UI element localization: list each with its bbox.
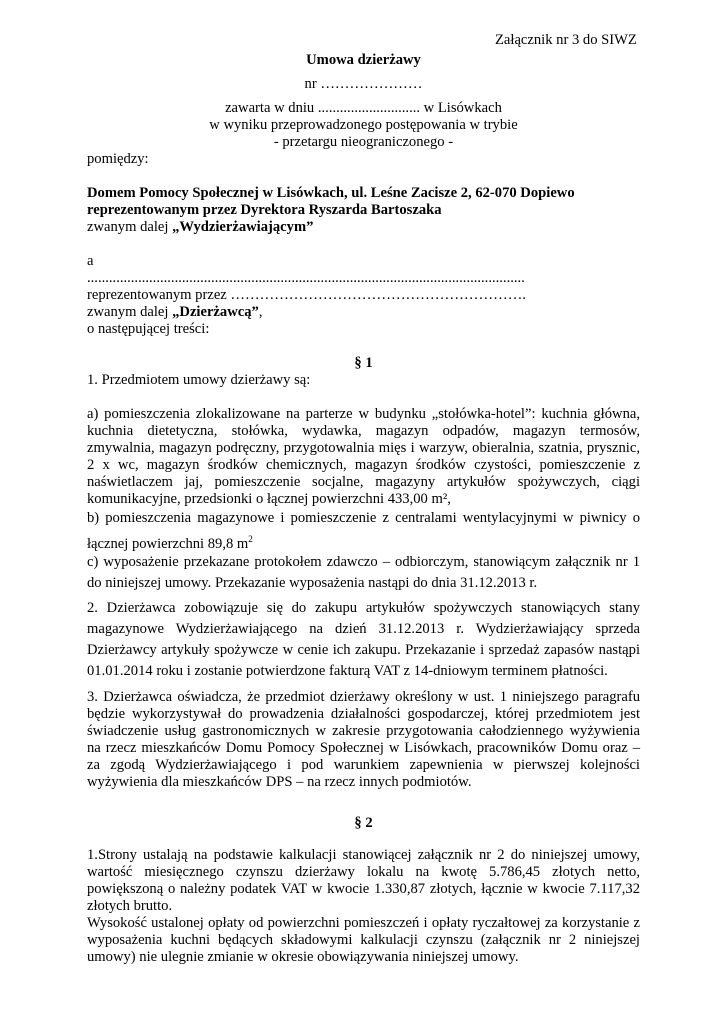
item-c-line: do niniejszej umowy. Przekazanie wyposażenia nastąpi do dnia 31.12.2013 r. (87, 575, 538, 591)
item-a-line: naświetlaczem jaj, pomieszczenie socjalne, magazyny artykułów spożywczych, ciągi (87, 474, 640, 490)
procedure-line-1: w wyniku przeprowadzonego postępowania w trybie (209, 117, 518, 133)
section-1-point-1: 1. Przedmiotem umowy dzierżawy są: (87, 372, 311, 388)
section-2-heading: § 2 (354, 815, 373, 831)
point-2-line: 2. Dzierżawca zobowiązuje się do zakupu artykułów spożywczych stanowiących stany (87, 600, 640, 616)
content-label: o następującej treści: (87, 321, 210, 337)
item-b-line-2 (87, 529, 640, 555)
lessor-line-1: Domem Pomocy Społecznej w Lisówkach, ul. Leśne Zacisze 2, 62-070 Dopiewo (87, 185, 575, 201)
point-3-line: za zgodą Wydzierżawiającego i pod warunkiem zapewnienia w pierwszej kolejności (87, 757, 640, 773)
point-3-line: wyżywienia dla mieszkańców DPS – na rzecz innych podmiotów. (87, 774, 472, 790)
point-3-line: będzie wykorzystywał do prowadzenia działalności gospodarczej, której przedmiotem jest (87, 706, 640, 722)
s2-point-2-line: Wysokość ustalonej opłaty od powierzchni pomieszczeń i opłaty ryczałtowej za korzystanie z (87, 915, 640, 931)
s2-point-1-line: złotych brutto. (87, 898, 173, 914)
s2-point-1-line: wartość miesięcznego czynszu dzierżawy lokalu na kwotę 5.786,45 złotych netto, (87, 864, 640, 880)
item-a-line: kuchnia dietetyczna, stołówka, wydawka, magazyn odpadów, magazyn termosów, (87, 423, 640, 439)
item-a-line: 2 x wc, magazyn środków chemicznych, magazyn środków czystości, pomieszczenie z (87, 457, 640, 473)
section-1-item-c (87, 552, 640, 594)
attachment-label: Załącznik nr 3 do SIWZ (495, 32, 637, 48)
item-a-line: a) pomieszczenia zlokalizowane na parterze w budynku „stołówka-hotel”: kuchnia główna, (87, 406, 640, 422)
section-1-item-b (87, 508, 640, 555)
item-a-line: zmywalnia, magazyn podręczny, przygotowalnia mięs i warzyw, obieralnia, szatnia, prysznic, (87, 440, 640, 456)
point-3-line: na rzecz mieszkańców Domu Pomocy Społecznej w Lisówkach, pracowników Domu oraz – (87, 740, 640, 756)
lessor-called-name: „Wydzierżawiającym” (172, 219, 314, 235)
lessor-called (87, 219, 313, 236)
lessee-called-suffix: , (258, 304, 263, 320)
lessee-dots: ........................................................................................................................ (87, 270, 525, 286)
section-2-point-1 (87, 847, 640, 915)
concluded-line: zawarta w dniu ............................ w Lisówkach (225, 100, 502, 116)
item-b-line: b) pomieszczenia magazynowe i pomieszczenie z centralami wentylacyjnymi w piwnicy o (87, 510, 640, 526)
point-3-line: 3. Dzierżawca oświadcza, że przedmiot dzierżawy określony w ust. 1 niniejszego paragrafu (87, 689, 640, 705)
contract-number: nr ………………… (304, 76, 423, 92)
and-label: a (87, 253, 94, 269)
between-label: pomiędzy: (87, 151, 149, 167)
item-c-line: c) wyposażenie przekazane protokołem zdawczo – odbiorczym, stanowiącym załącznik nr 1 (87, 554, 640, 570)
lessee-called-prefix: zwanym dalej (87, 304, 173, 320)
lessee-representative: reprezentowanym przez ……………………………………………………. (87, 287, 526, 303)
s2-point-1-line: powiększoną o należny podatek VAT w kwocie 1.330,87 złotych, łącznie w kwocie 7.117,32 (87, 881, 640, 897)
lessor-line-2: reprezentowanym przez Dyrektora Ryszarda Bartoszaka (87, 202, 442, 218)
section-1-item-a (87, 406, 640, 508)
section-1-heading: § 1 (354, 355, 373, 371)
section-1-point-2 (87, 598, 640, 682)
point-2-line: 01.01.2014 roku i zostanie potwierdzone fakturą VAT z 14-dniowym terminem płatności. (87, 663, 608, 679)
s2-point-1-line: 1.Strony ustalają na podstawie kalkulacji stanowiącej załącznik nr 2 do niniejszej umowy, (87, 847, 640, 863)
lessor-called-prefix: zwanym dalej (87, 219, 173, 235)
point-3-line: świadczenie usług gastronomicznych w zakresie przygotowania całodziennego wyżywienia (87, 723, 640, 739)
point-2-line: magazynowe Wydzierżawiającego na dzień 31.12.2013 r. Wydzierżawiający sprzeda (87, 621, 640, 637)
s2-point-2-line: wyposażenia kuchni będących składowymi kalkulacji czynszu (załącznik nr 2 niniejszej (87, 932, 640, 948)
lessee-called (87, 304, 262, 321)
item-b-superscript: 2 (248, 534, 253, 544)
lessee-called-name: „Dzierżawcą” (172, 304, 259, 320)
point-2-line: Dzierżawcy artykuły spożywcze w cenie ich zakupu. Przekazanie i sprzedaż zapasów nastąpi (87, 642, 640, 658)
section-2-point-2 (87, 915, 640, 966)
section-1-point-3 (87, 689, 640, 791)
item-a-line: komunikacyjne, przedsionki o łącznej powierzchni 433,00 m², (87, 491, 451, 507)
s2-point-2-line: umowy) nie ulegnie zmianie w okresie obowiązywania niniejszej umowy. (87, 949, 519, 965)
document-title: Umowa dzierżawy (306, 52, 421, 68)
procedure-line-2: - przetargu nieograniczonego - (273, 134, 454, 150)
item-b-area: łącznej powierzchni 89,8 m (87, 535, 249, 552)
